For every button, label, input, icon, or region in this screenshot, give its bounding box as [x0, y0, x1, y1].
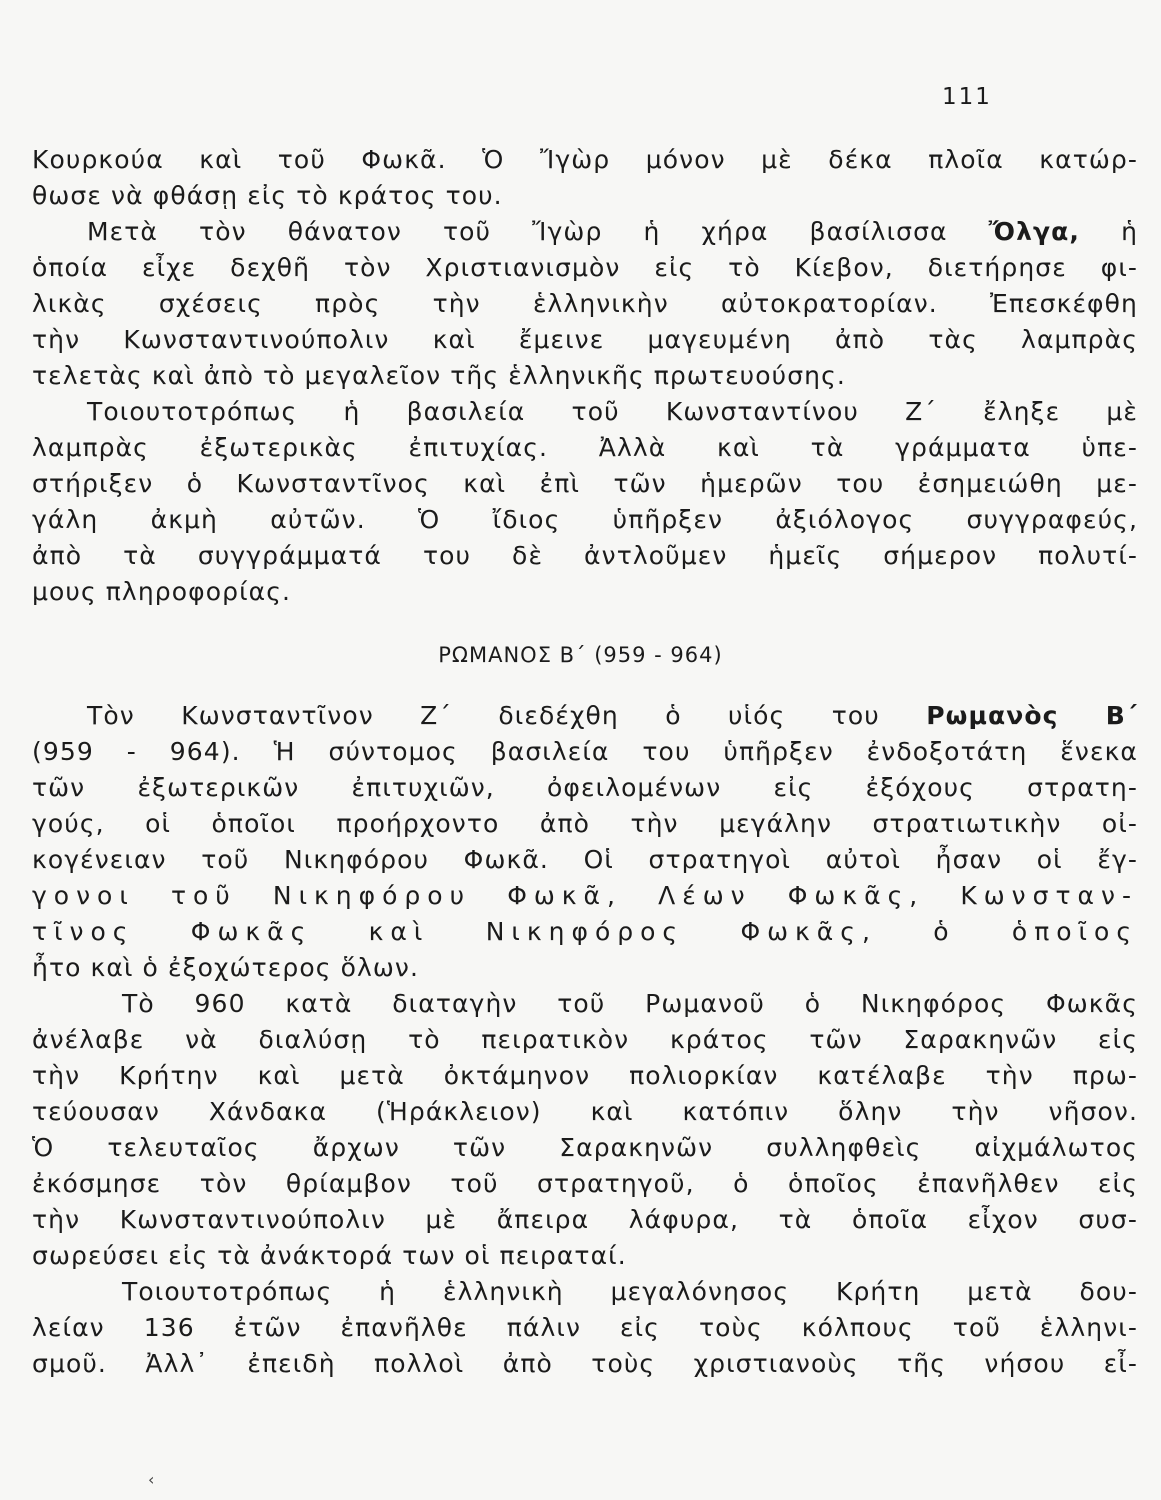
paragraph-block-2	[32, 698, 1138, 1382]
text-line: γάλη ἀκμὴ αὐτῶν. Ὁ ἴδιος ὑπῆρξεν ἀξιόλογος συγγραφεύς,	[32, 505, 1138, 534]
text-line: σμοῦ. Ἀλλ᾽ ἐπειδὴ πολλοὶ ἀπὸ τοὺς χριστιανοὺς τῆς νήσου εἶ-	[32, 1349, 1138, 1378]
text-line: στήριξεν ὁ Κωνσταντῖνος καὶ ἐπὶ τῶν ἡμερῶν του ἐσημειώθη με-	[32, 469, 1138, 498]
text-line-with-bold-name	[32, 214, 1138, 250]
bold-name-romanos: Ρωμανὸς Β΄	[926, 701, 1138, 730]
text-line: τὴν Κωνσταντινούπολιν μὲ ἄπειρα λάφυρα, τὰ ὁποῖα εἶχον συσ-	[32, 1205, 1138, 1234]
margin-mark: ‹	[148, 1470, 155, 1489]
text-line: τελετὰς καὶ ἀπὸ τὸ μεγαλεῖον τῆς ἑλληνικῆς πρωτευούσης.	[32, 361, 846, 390]
text-segment: Μετὰ τὸν θάνατον τοῦ Ἴγὼρ ἡ χήρα βασίλισσα	[87, 217, 948, 246]
text-line: τῖνος Φωκᾶς καὶ Νικηφόρος Φωκᾶς, ὁ ὁποῖος	[32, 917, 1138, 946]
text-line-with-bold-name	[32, 698, 1138, 734]
text-line: θωσε νὰ φθάσῃ εἰς τὸ κράτος του.	[32, 181, 503, 210]
text-line: τὴν Κρήτην καὶ μετὰ ὀκτάμηνον πολιορκίαν κατέλαβε τὴν πρω-	[32, 1061, 1138, 1090]
text-line: γούς, οἱ ὁποῖοι προήρχοντο ἀπὸ τὴν μεγάλην στρατιωτικὴν οἰ-	[32, 809, 1138, 838]
page-number: 111	[942, 84, 992, 110]
text-segment: ἡ	[1121, 217, 1139, 246]
text-line: ἀπὸ τὰ συγγράμματά του δὲ ἀντλοῦμεν ἡμεῖς σήμερον πολυτί-	[32, 541, 1138, 570]
text-line: (959 - 964). Ἡ σύντομος βασιλεία του ὑπῆρξεν ἐνδοξοτάτη ἕνεκα	[32, 737, 1138, 766]
section-heading-text: ΡΩΜΑΝΟΣ Β΄ (959 - 964)	[438, 643, 723, 667]
text-line: γονοι τοῦ Νικηφόρου Φωκᾶ, Λέων Φωκᾶς, Κωνσταν-	[32, 881, 1138, 910]
text-line: λαμπρὰς ἐξωτερικὰς ἐπιτυχίας. Ἀλλὰ καὶ τὰ γράμματα ὑπε-	[32, 433, 1138, 462]
text-line: Τοιουτοτρόπως ἡ βασιλεία τοῦ Κωνσταντίνου Ζ΄ ἔληξε μὲ	[87, 397, 1138, 426]
paragraph-block-1	[32, 142, 1138, 610]
text-line: τεύουσαν Χάνδακα (Ἡράκλειον) καὶ κατόπιν ὅλην τὴν νῆσον.	[32, 1097, 1138, 1126]
text-line: λείαν 136 ἐτῶν ἐπανῆλθε πάλιν εἰς τοὺς κόλπους τοῦ ἑλληνι-	[32, 1313, 1138, 1342]
bold-name-olga: Ὄλγα,	[988, 217, 1081, 246]
text-line: ἦτο καὶ ὁ ἐξοχώτερος ὅλων.	[32, 953, 420, 982]
text-line: τῶν ἐξωτερικῶν ἐπιτυχιῶν, ὀφειλομένων εἰς ἐξόχους στρατη-	[32, 773, 1138, 802]
text-line: ὁποία εἶχε δεχθῆ τὸν Χριστιανισμὸν εἰς τὸ Κίεβον, διετήρησε φι-	[32, 253, 1138, 282]
text-line: μους πληροφορίας.	[32, 577, 292, 606]
text-line: κογένειαν τοῦ Νικηφόρου Φωκᾶ. Οἱ στρατηγοὶ αὐτοὶ ἦσαν οἱ ἔγ-	[32, 845, 1138, 874]
text-line: ἐκόσμησε τὸν θρίαμβον τοῦ στρατηγοῦ, ὁ ὁποῖος ἐπανῆλθεν εἰς	[32, 1169, 1138, 1198]
text-line: σωρεύσει εἰς τὰ ἀνάκτορά των οἱ πειραταί.	[32, 1241, 627, 1270]
text-segment: Τὸν Κωνσταντῖνον Ζ΄ διεδέχθη ὁ υἱός του	[87, 701, 880, 730]
text-line: τὴν Κωνσταντινούπολιν καὶ ἔμεινε μαγευμένη ἀπὸ τὰς λαμπρὰς	[32, 325, 1138, 354]
text-line: λικὰς σχέσεις πρὸς τὴν ἑλληνικὴν αὐτοκρατορίαν. Ἐπεσκέφθη	[32, 289, 1138, 318]
text-line: Τοιουτοτρόπως ἡ ἑλληνικὴ μεγαλόνησος Κρήτη μετὰ δου-	[122, 1277, 1138, 1306]
text-line: Τὸ 960 κατὰ διαταγὴν τοῦ Ρωμανοῦ ὁ Νικηφόρος Φωκᾶς	[122, 989, 1138, 1018]
text-line: Κουρκούα καὶ τοῦ Φωκᾶ. Ὁ Ἴγὼρ μόνον μὲ δέκα πλοῖα κατώρ-	[32, 145, 1138, 174]
text-line: Ὁ τελευταῖος ἄρχων τῶν Σαρακηνῶν συλληφθεὶς αἰχμάλωτος	[32, 1133, 1138, 1162]
section-heading	[0, 643, 1161, 667]
text-line: ἀνέλαβε νὰ διαλύσῃ τὸ πειρατικὸν κράτος τῶν Σαρακηνῶν εἰς	[32, 1025, 1138, 1054]
